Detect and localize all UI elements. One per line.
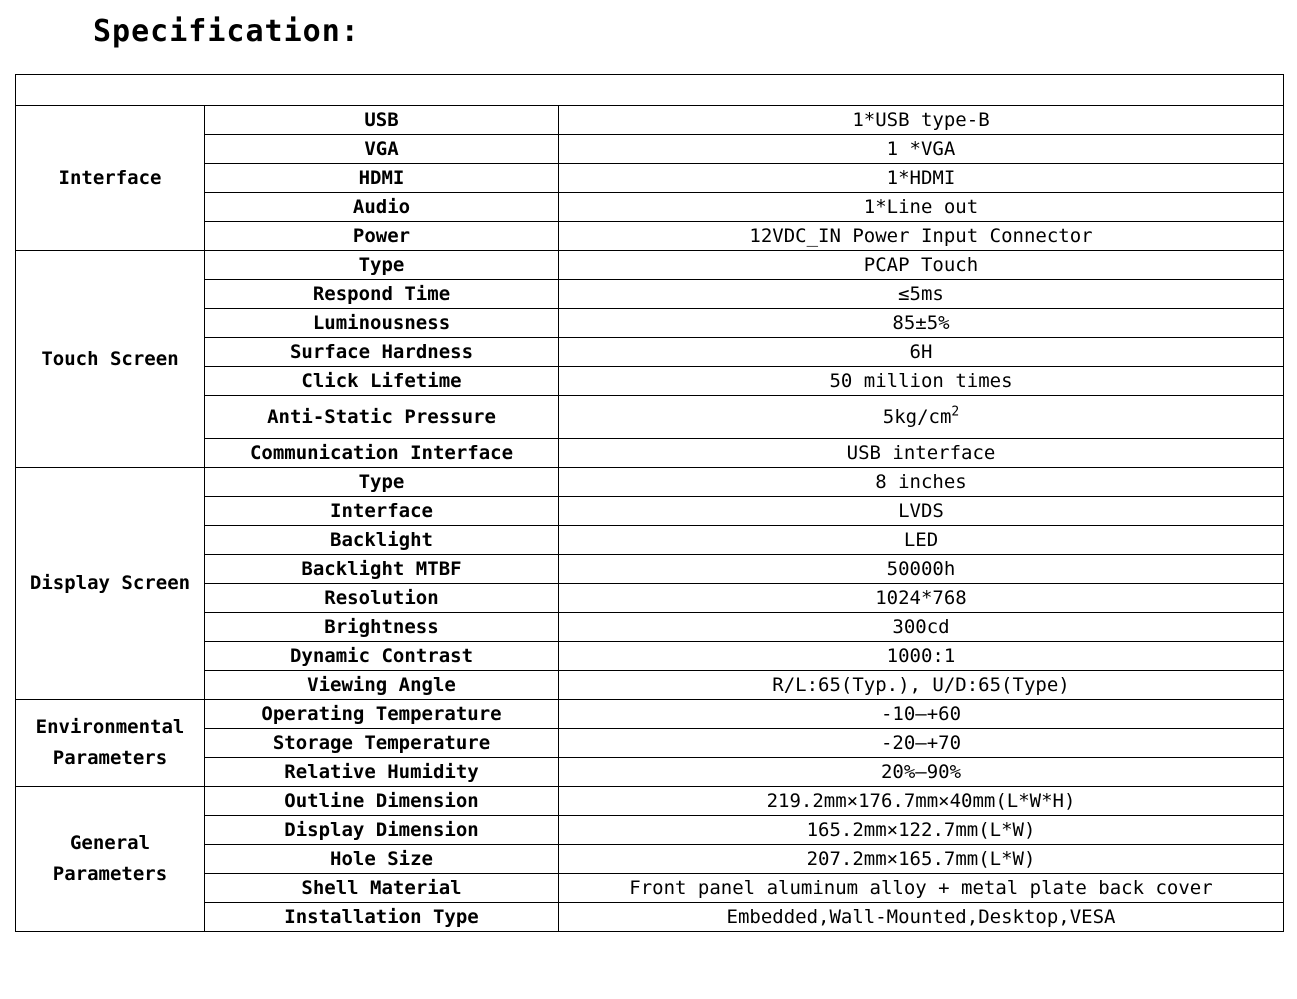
param-cell: Operating Temperature	[205, 700, 559, 729]
table-row	[16, 497, 1284, 526]
param-cell: Resolution	[205, 584, 559, 613]
table-row	[16, 193, 1284, 222]
param-cell: VGA	[205, 135, 559, 164]
param-cell: Brightness	[205, 613, 559, 642]
value-cell: 50 million times	[559, 367, 1284, 396]
table-row	[16, 874, 1284, 903]
value-cell: Embedded,Wall-Mounted,Desktop,VESA	[559, 903, 1284, 932]
param-cell: Backlight MTBF	[205, 555, 559, 584]
table-row	[16, 642, 1284, 671]
param-cell: Surface Hardness	[205, 338, 559, 367]
value-cell: 6H	[559, 338, 1284, 367]
table-row	[16, 106, 1284, 135]
value-superscript: 2	[951, 404, 960, 420]
param-cell: HDMI	[205, 164, 559, 193]
value-cell	[559, 396, 1284, 439]
value-cell: 12VDC_IN Power Input Connector	[559, 222, 1284, 251]
table-row	[16, 671, 1284, 700]
param-cell: Relative Humidity	[205, 758, 559, 787]
table-row	[16, 729, 1284, 758]
value-cell: -20—+70	[559, 729, 1284, 758]
table-row	[16, 309, 1284, 338]
param-cell: Interface	[205, 497, 559, 526]
table-row	[16, 845, 1284, 874]
value-cell: LED	[559, 526, 1284, 555]
value-cell: 50000h	[559, 555, 1284, 584]
param-cell: Type	[205, 251, 559, 280]
table-row	[16, 338, 1284, 367]
value-cell: ≤5ms	[559, 280, 1284, 309]
category-cell: General Parameters	[16, 787, 205, 932]
value-cell: 85±5%	[559, 309, 1284, 338]
param-cell: Outline Dimension	[205, 787, 559, 816]
value-cell: 1*HDMI	[559, 164, 1284, 193]
value-cell: 1000:1	[559, 642, 1284, 671]
table-row	[16, 396, 1284, 439]
value-cell: 1 *VGA	[559, 135, 1284, 164]
param-cell: Dynamic Contrast	[205, 642, 559, 671]
param-cell: Type	[205, 468, 559, 497]
value-cell: 20%—90%	[559, 758, 1284, 787]
table-row	[16, 758, 1284, 787]
value-cell: 165.2mm×122.7mm(L*W)	[559, 816, 1284, 845]
category-cell: Display Screen	[16, 468, 205, 700]
table-row	[16, 367, 1284, 396]
category-cell: Environmental Parameters	[16, 700, 205, 787]
param-cell: Luminousness	[205, 309, 559, 338]
param-cell: Shell Material	[205, 874, 559, 903]
value-text: 5kg/cm	[882, 406, 952, 428]
table-row	[16, 787, 1284, 816]
empty-header-cell	[16, 75, 1284, 106]
param-cell: Hole Size	[205, 845, 559, 874]
table-row	[16, 468, 1284, 497]
param-cell: Audio	[205, 193, 559, 222]
value-cell: 1*USB type-B	[559, 106, 1284, 135]
param-cell: USB	[205, 106, 559, 135]
param-cell: Power	[205, 222, 559, 251]
param-cell: Communication Interface	[205, 439, 559, 468]
param-cell: Anti-Static Pressure	[205, 396, 559, 439]
value-cell: 1024*768	[559, 584, 1284, 613]
specification-table	[15, 74, 1284, 932]
value-cell: -10—+60	[559, 700, 1284, 729]
page-title: Specification:	[93, 14, 360, 49]
table-row	[16, 164, 1284, 193]
param-cell: Click Lifetime	[205, 367, 559, 396]
param-cell: Storage Temperature	[205, 729, 559, 758]
value-cell: 207.2mm×165.7mm(L*W)	[559, 845, 1284, 874]
table-row	[16, 280, 1284, 309]
param-cell: Display Dimension	[205, 816, 559, 845]
param-cell: Installation Type	[205, 903, 559, 932]
value-cell: LVDS	[559, 497, 1284, 526]
value-cell: 300cd	[559, 613, 1284, 642]
table-row	[16, 816, 1284, 845]
table-row	[16, 251, 1284, 280]
param-cell: Backlight	[205, 526, 559, 555]
table-row	[16, 584, 1284, 613]
table-row	[16, 555, 1284, 584]
table-row	[16, 526, 1284, 555]
category-cell: Touch Screen	[16, 251, 205, 468]
value-cell: 8 inches	[559, 468, 1284, 497]
table-row	[16, 700, 1284, 729]
value-cell: 1*Line out	[559, 193, 1284, 222]
table-header-row	[16, 75, 1284, 106]
table-row	[16, 613, 1284, 642]
table-row	[16, 439, 1284, 468]
value-cell: R/L:65(Typ.), U/D:65(Type)	[559, 671, 1284, 700]
table-row	[16, 135, 1284, 164]
value-cell: Front panel aluminum alloy + metal plate back cover	[559, 874, 1284, 903]
value-cell: 219.2mm×176.7mm×40mm(L*W*H)	[559, 787, 1284, 816]
value-cell: PCAP Touch	[559, 251, 1284, 280]
param-cell: Respond Time	[205, 280, 559, 309]
category-cell: Interface	[16, 106, 205, 251]
value-cell: USB interface	[559, 439, 1284, 468]
table-row	[16, 903, 1284, 932]
param-cell: Viewing Angle	[205, 671, 559, 700]
table-row	[16, 222, 1284, 251]
